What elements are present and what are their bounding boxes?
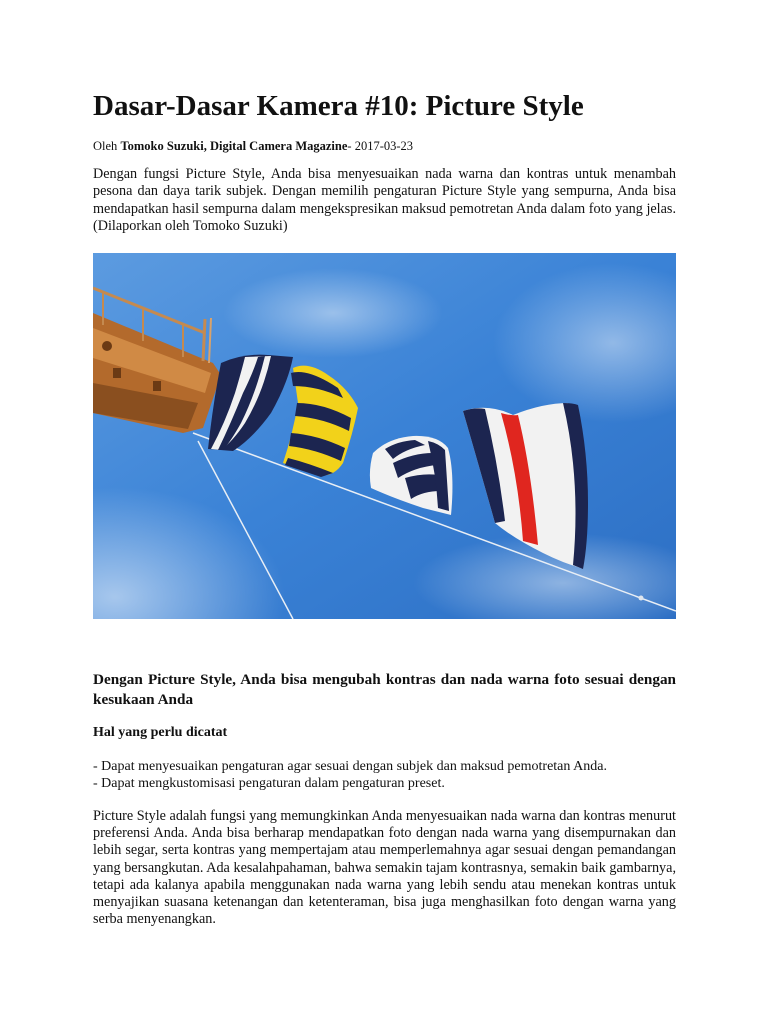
notes-list — [93, 758, 676, 792]
article-photo — [93, 253, 676, 619]
cloud — [223, 268, 443, 358]
byline-prefix: Oleh — [93, 139, 121, 153]
byline-date: - 2017-03-23 — [347, 139, 414, 153]
article-title: Dasar-Dasar Kamera #10: Picture Style — [93, 90, 584, 122]
notes-title: Hal yang perlu dicatat — [93, 725, 228, 740]
photo-signal-flags — [93, 253, 676, 619]
article-byline — [93, 138, 413, 154]
intro-paragraph: Dengan fungsi Picture Style, Anda bisa menyesuaikan nada warna dan kontras untuk menambah pesona dan daya tarik subjek. Dengan memilih pengaturan Picture Style yang sempurna, Anda bisa mendapatkan hasil sempurna dalam mengekspresikan maksud pemotretan Anda dalam foto yang jelas. (Dilaporkan oleh Tomoko Suzuki) — [93, 166, 676, 234]
list-item: - Dapat mengkustomisasi pengaturan dalam pengaturan preset. — [93, 776, 445, 791]
byline-author: Tomoko Suzuki, Digital Camera Magazine — [120, 139, 348, 153]
section-subheading: Dengan Picture Style, Anda bisa mengubah kontras dan nada warna foto sesuai dengan kesukaan Anda — [93, 671, 676, 708]
body-paragraph: Picture Style adalah fungsi yang memungkinkan Anda menyesuaikan nada warna dan kontras menurut preferensi Anda. Anda bisa berharap mendapatkan foto dengan nada warna yang disempurnakan dan lebih segar, serta kontras yang mempertajam atau memperlemahnya agar sesuai dengan pemandangan yang bersangkutan. Ada kesalahpahaman, bahwa semakin tajam kontrasnya, semakin baik gambarnya, tetapi ada kalanya apabila menggunakan nada warna yang lebih sendu atau menekan kontras untuk menyajikan suasana ketenangan dan ketenteraman, bisa juga menghasilkan foto dengan warna yang serba menyenangkan. — [93, 808, 676, 928]
halyard-clip — [639, 596, 644, 601]
list-item: - Dapat menyesuaikan pengaturan agar sesuai dengan subjek dan maksud pemotretan Anda. — [93, 759, 607, 774]
